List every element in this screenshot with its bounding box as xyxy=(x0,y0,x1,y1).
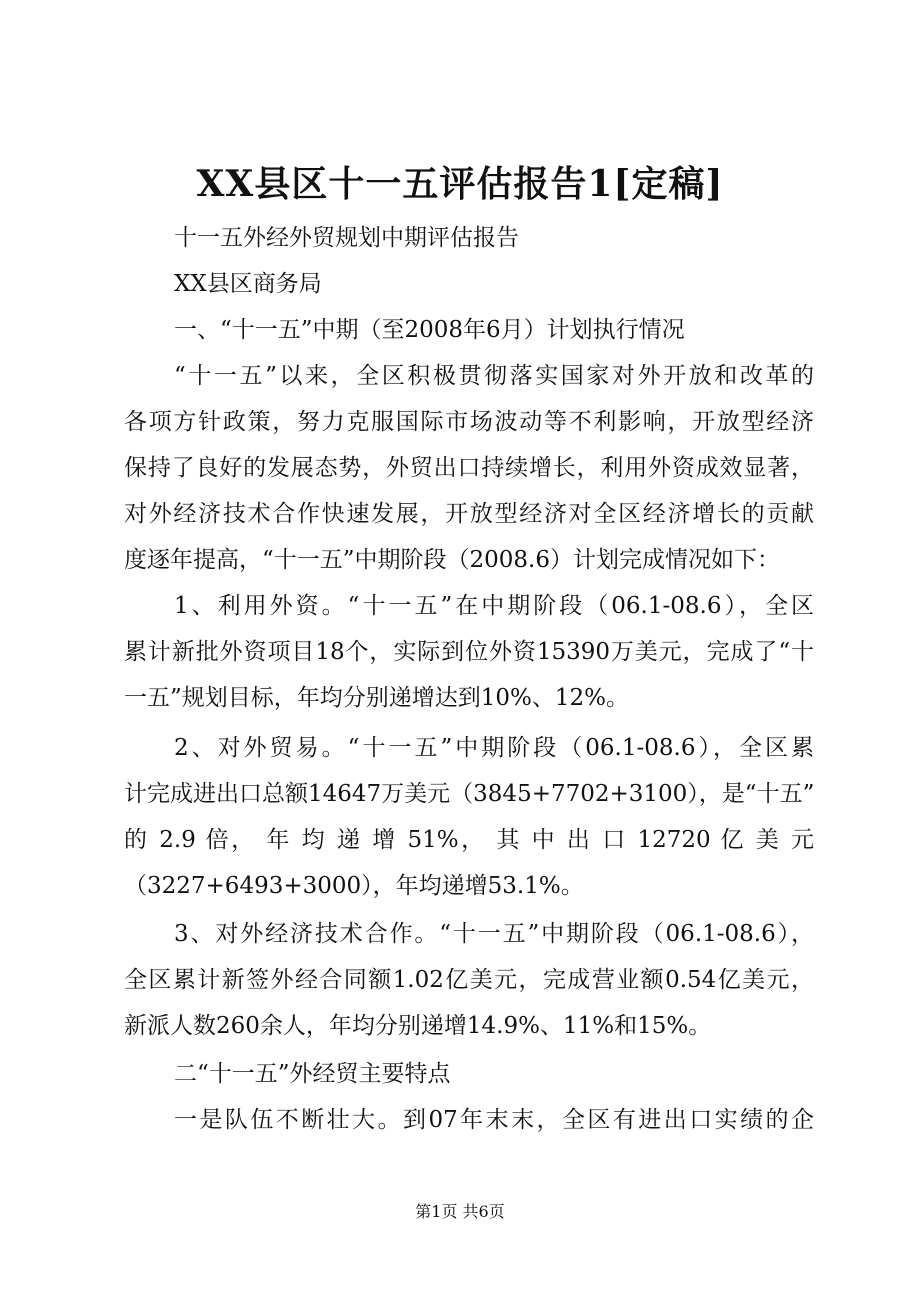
paragraph-line: 对外经济技术合作快速发展，开放型经济对全区经济增长的贡献 xyxy=(124,501,814,527)
paragraph-line: 新派人数260余人，年均分别递增14.9%、11%和15%。 xyxy=(124,1013,712,1039)
paragraph-line: 累计新批外资项目18个，实际到位外资15390万美元，完成了“十 xyxy=(124,639,814,665)
paragraph-line: “十一五”以来，全区积极贯彻落实国家对外开放和改革的 xyxy=(174,363,814,389)
report-subtitle: 十一五外经外贸规划中期评估报告 xyxy=(174,225,519,251)
paragraph-line: 的 2.9 倍， 年 均 递 增 51%， 其 中 出 口 12720 亿 美 元 xyxy=(124,827,814,853)
paragraph-line: 3、对外经济技术合作。“十一五”中期阶段（06.1-08.6）， xyxy=(174,921,814,947)
section-heading-1: 一、“十一五”中期（至2008年6月）计划执行情况 xyxy=(174,317,685,343)
author-line: XX县区商务局 xyxy=(174,271,322,297)
paragraph-line: 2、对外贸易。“十一五”中期阶段（06.1-08.6），全区累 xyxy=(174,735,814,761)
page-footer: 第1页 共6页 xyxy=(415,1202,505,1221)
paragraph-line: 全区累计新签外经合同额1.02亿美元，完成营业额0.54亿美元， xyxy=(124,967,815,993)
paragraph-line: 度逐年提高，“十一五”中期阶段（2008.6）计划完成情况如下： xyxy=(124,547,780,573)
paragraph-line: 一五”规划目标，年均分别递增达到10%、12%。 xyxy=(124,685,630,711)
paragraph-line: （3227+6493+3000），年均递增53.1%。 xyxy=(124,873,584,899)
paragraph-line: 保持了良好的发展态势，外贸出口持续增长，利用外资成效显著， xyxy=(124,455,814,481)
document-title: XX县区十一五评估报告1[定稿] xyxy=(196,163,724,205)
paragraph-line: 一是队伍不断壮大。到07年末末，全区有进出口实绩的企 xyxy=(174,1107,814,1133)
paragraph-line: 1、利用外资。“十一五”在中期阶段（06.1-08.6），全区 xyxy=(174,593,814,619)
paragraph-line: 各项方针政策，努力克服国际市场波动等不利影响，开放型经济 xyxy=(124,409,814,435)
paragraph-line: 计完成进出口总额14647万美元（3845+7702+3100），是“十五” xyxy=(124,781,815,807)
section-heading-2: 二“十一五”外经贸主要特点 xyxy=(174,1061,451,1087)
